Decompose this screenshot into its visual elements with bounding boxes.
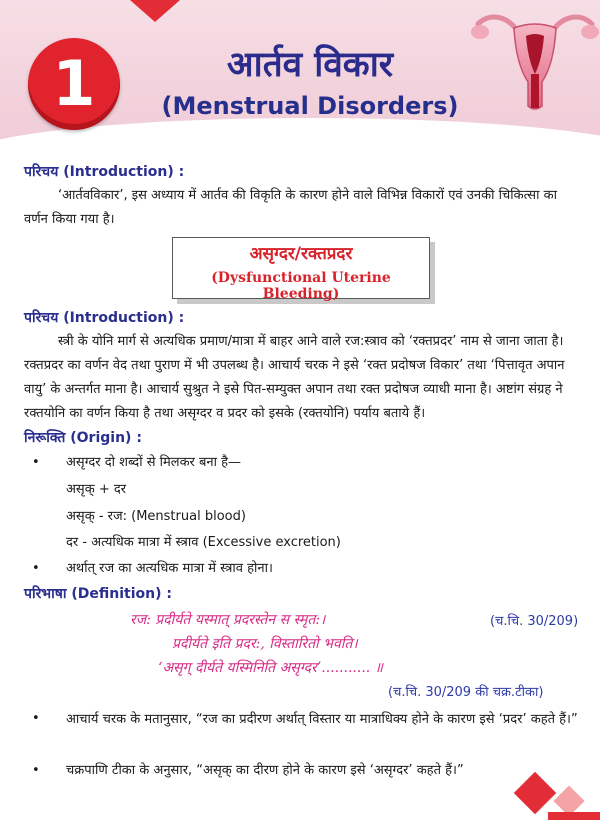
intro-heading: परिचय (Introduction) : xyxy=(24,164,185,180)
section-title-box xyxy=(172,237,430,302)
origin-heading: निरूक्ति (Origin) : xyxy=(24,430,142,446)
section-intro-paragraph: स्त्री के योनि मार्ग से अत्यधिक प्रमाण/मात्रा में बाहर आने वाले रज:स्त्राव को ‘रक्तप्रदर’ नाम से जाना जाता है। रक्तप्रदर का वर्णन वेद तथा पुराण में भी उपलब्ध है। आचार्य चरक ने इसे ‘रक्त प्रदोषज विकार’ तथा ‘पित्तावृत अपान वायु’ के अन्तर्गत माना है। आचार्य सुश्रुत ने इसे पित-सम्युक्त अपान तथा रक्त प्रदोषज व्याधी माना है। अष्टांग संग्रह ने रक्तयोनि का वर्णन किया है तथा असृग्दर व प्रदर को इसके (रक्तयोनि) पर्याय बताये हैं। xyxy=(24,334,565,421)
corner-triangle-decoration xyxy=(130,0,180,22)
verse-line-2: प्रदीर्यते इति प्रदर:, विस्तारितो भवति। xyxy=(172,636,358,652)
chapter-number-badge: 1 xyxy=(28,38,120,130)
verse-line-3: ‘असृग् दीर्यते यस्मिनिति असृग्दर’........... ॥ xyxy=(158,660,384,676)
chapter-title-english: (Menstrual Disorders) xyxy=(161,92,459,120)
definition-bullet-2-text: चक्रपाणि टीका के अनुसार, “असृक् का दीरण होने के कारण इसे ‘असृग्दर’ कहते हैं।” xyxy=(66,763,464,778)
verse-reference-1: (च.चि. 30/209) xyxy=(490,614,579,629)
verse-line-1: रज: प्रदीर्यते यस्मात् प्रदरस्तेन स स्मृत:। xyxy=(130,612,326,628)
bullet-dot-icon: • xyxy=(32,763,40,778)
intro-paragraph: ‘आर्तवविकार’, इस अध्याय में आर्तव की विकृति के कारण होने वाले विभिन्न विकारों एवं उनकी चिकित्सा का वर्णन किया गया है। xyxy=(24,188,557,227)
bullet-dot-icon: • xyxy=(32,561,40,576)
verse-reference-2: (च.चि. 30/209 की चक्र.टीका) xyxy=(388,685,544,700)
bullet-dot-icon: • xyxy=(32,455,40,470)
definition-heading: परिभाषा (Definition) : xyxy=(24,586,172,602)
uterus-illustration-icon xyxy=(470,2,600,122)
section-intro-heading: परिचय (Introduction) : xyxy=(24,310,185,326)
chapter-title-hindi: आर्तव विकार xyxy=(226,45,394,85)
origin-line-1: असृक् + दर xyxy=(66,482,127,497)
origin-bullet-2-text: अर्थात् रज का अत्यधिक मात्रा में स्त्राव होना। xyxy=(66,561,273,576)
bullet-dot-icon: • xyxy=(32,711,40,726)
origin-line-2: असृक् - रज: (Menstrual blood) xyxy=(66,509,246,524)
section-title-english: (Dysfunctional Uterine Bleeding) xyxy=(211,270,391,302)
chapter-header xyxy=(0,0,600,150)
definition-bullet-1-text: आचार्य चरक के मतानुसार, “रज का प्रदीरण अर्थात् विस्तार या मात्राधिक्य होने के कारण इसे ‘प्रदर’ कहते हैं।” xyxy=(66,712,578,727)
origin-bullet-1-text: असृग्दर दो शब्दों से मिलकर बना है— xyxy=(66,455,242,470)
origin-line-3: दर - अत्यधिक मात्रा में स्त्राव (Excessive excretion) xyxy=(66,535,341,550)
section-title-hindi: असृग्दर/रक्तप्रदर xyxy=(249,244,353,264)
footer-bar-decoration xyxy=(548,812,600,820)
